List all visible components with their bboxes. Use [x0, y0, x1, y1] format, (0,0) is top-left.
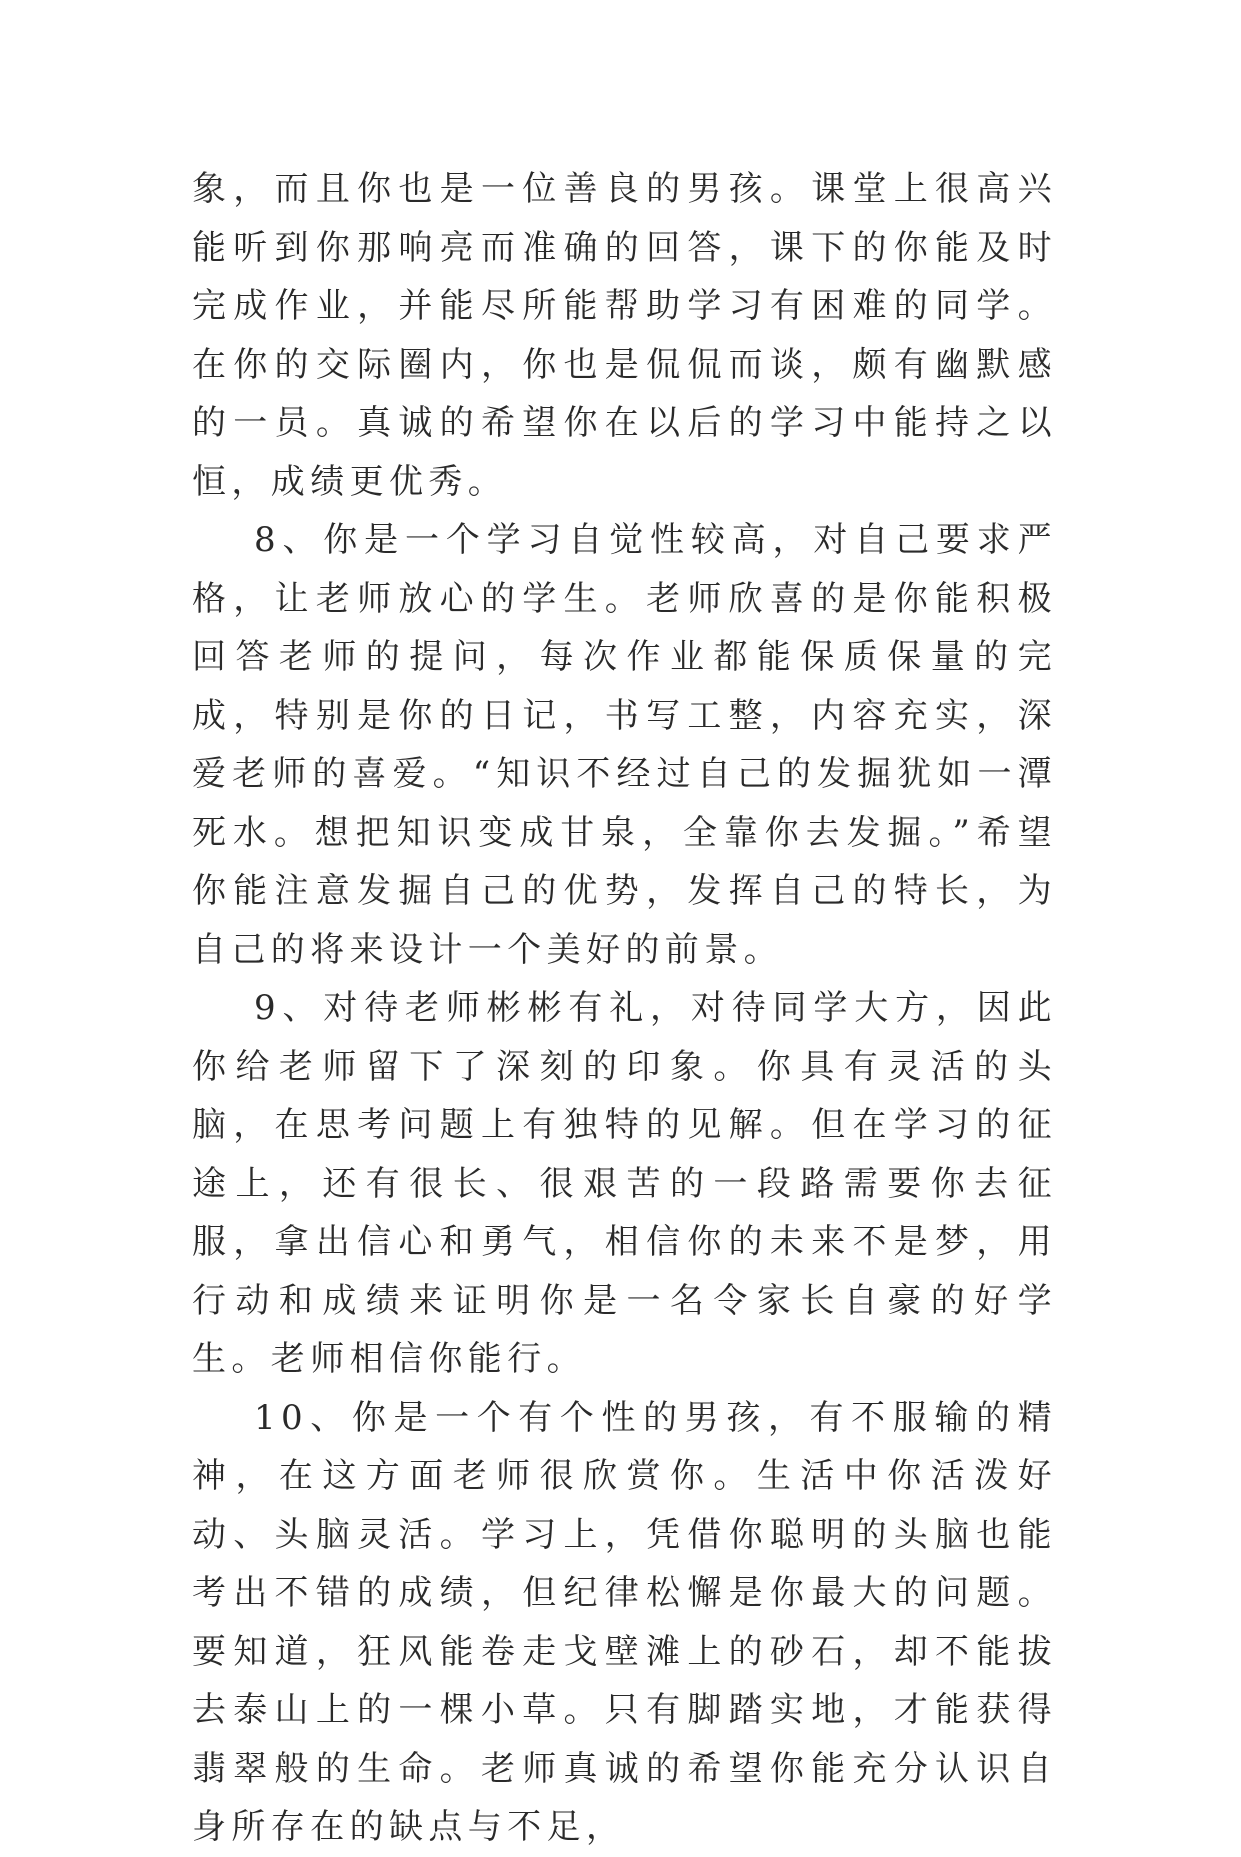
paragraph-comment-8: 8、你是一个学习自觉性较高，对自己要求严格，让老师放心的学生。老师欣喜的是你能积极回答老师的提问，每次作业都能保质保量的完成，特别是你的日记，书写工整，内容充实，深爱老师的喜爱。“知识不经过自己的发掘犹如一潭死水。想把知识变成甘泉，全靠你去发掘。”希望你能注意发掘自己的优势，发挥自己的特长，为自己的将来设计一个美好的前景。 [192, 520, 1057, 970]
paragraph-comment-10: 10、你是一个有个性的男孩，有不服输的精神，在这方面老师很欣赏你。生活中你活泼好动、头脑灵活。学习上，凭借你聪明的头脑也能考出不错的成绩，但纪律松懈是你最大的问题。要知道，狂风能卷走戈壁滩上的砂石，却不能拔去泰山上的一棵小草。只有脚踏实地，才能获得翡翠般的生命。老师真诚的希望你能充分认识自身所存在的缺点与不足， [192, 1397, 1057, 1847]
paragraph-comment-9: 9、对待老师彬彬有礼，对待同学大方，因此你给老师留下了深刻的印象。你具有灵活的头脑，在思考问题上有独特的见解。但在学习的征途上，还有很长、很艰苦的一段路需要你去征服，拿出信心和勇气，相信你的未来不是梦，用行动和成绩来证明你是一名令家长自豪的好学生。老师相信你能行。 [192, 988, 1057, 1379]
paragraph-continued: 象，而且你也是一位善良的男孩。课堂上很高兴能听到你那响亮而准确的回答，课下的你能及时完成作业，并能尽所能帮助学习有困难的同学。在你的交际圈内，你也是侃侃而谈，颇有幽默感的一员。真诚的希望你在以后的学习中能持之以恒，成绩更优秀。 [192, 169, 1057, 502]
document-body [192, 160, 1057, 1857]
